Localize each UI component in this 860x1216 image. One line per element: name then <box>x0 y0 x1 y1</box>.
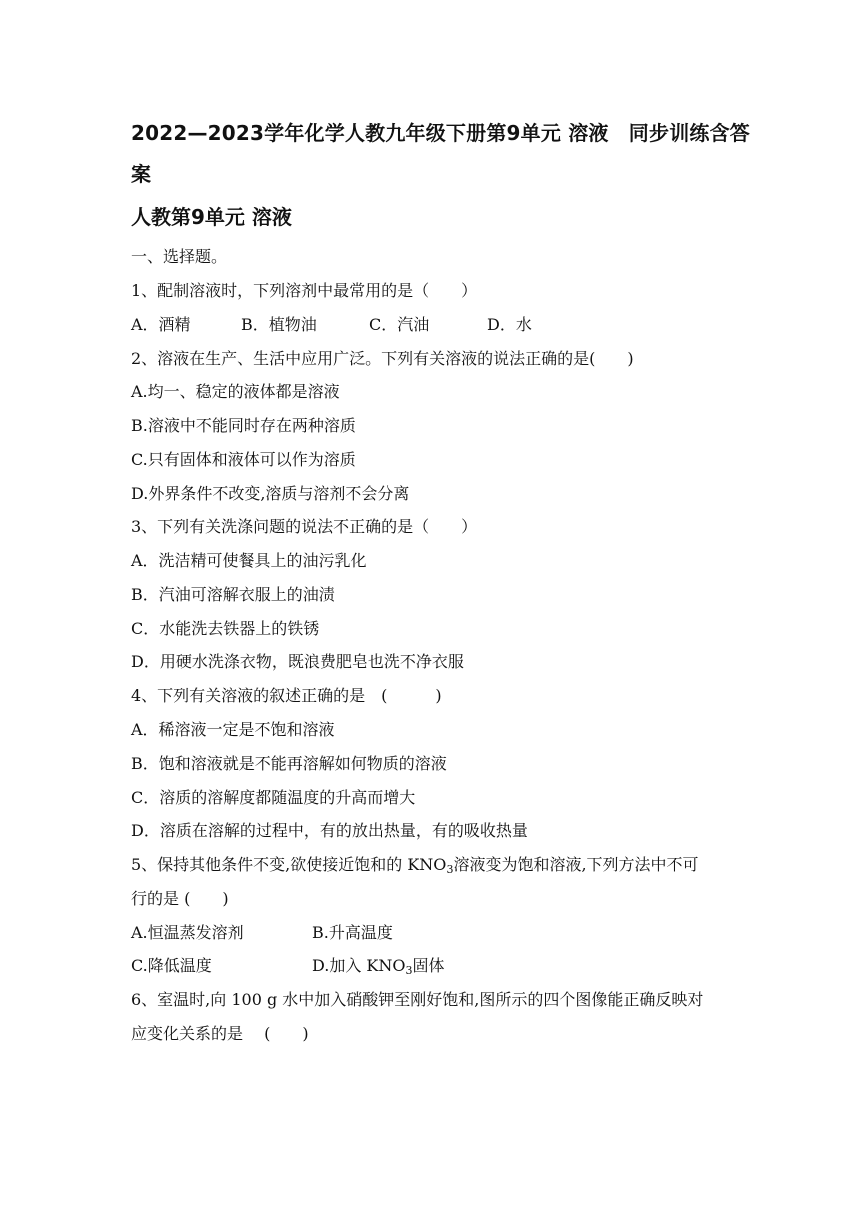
q1-option-b: B．植物油 <box>241 315 317 334</box>
q4-option-b: B．饱和溶液就是不能再溶解如何物质的溶液 <box>131 754 447 773</box>
question-4-stem: 4、下列有关溶液的叙述正确的是 ( ) <box>131 686 442 705</box>
question-2-stem: 2、溶液在生产、生活中应用广泛。下列有关溶液的说法正确的是( ) <box>131 349 634 368</box>
document-title-cont: 案 <box>131 162 152 186</box>
q5-option-d <box>312 955 445 977</box>
q3-option-a: A．洗洁精可使餐具上的油污乳化 <box>131 551 367 570</box>
q2-option-c: C.只有固体和液体可以作为溶质 <box>131 450 356 469</box>
q1-option-a: A．酒精 <box>131 315 191 334</box>
question-3-stem: 3、下列有关洗涤问题的说法不正确的是（ ） <box>131 517 478 536</box>
q5-option-d-part-a: D.加入 KNO <box>312 956 406 975</box>
q3-option-b: B．汽油可溶解衣服上的油渍 <box>131 585 335 604</box>
q2-option-a: A.均一、稳定的液体都是溶液 <box>131 382 340 401</box>
question-5-stem <box>131 854 699 876</box>
unit-heading: 人教第9单元 溶液 <box>131 205 292 229</box>
q5-stem-subscript: 3 <box>446 863 454 876</box>
question-6-stem-cont: 应变化关系的是 ( ) <box>131 1024 309 1043</box>
q5-option-b: B.升高温度 <box>312 923 393 942</box>
q4-option-a: A．稀溶液一定是不饱和溶液 <box>131 720 335 739</box>
q5-stem-part-a: 5、保持其他条件不变,欲使接近饱和的 KNO <box>131 855 447 874</box>
question-5-stem-cont: 行的是 ( ) <box>131 889 229 908</box>
q1-option-d: D．水 <box>487 315 532 334</box>
q5-options-row-1 <box>131 922 393 944</box>
q2-option-b: B.溶液中不能同时存在两种溶质 <box>131 416 356 435</box>
question-1-options <box>131 314 532 336</box>
q5-options-row-2 <box>131 955 445 977</box>
q5-stem-part-b: 溶液变为饱和溶液,下列方法中不可 <box>453 855 699 874</box>
q3-option-d: D．用硬水洗涤衣物，既浪费肥皂也洗不净衣服 <box>131 652 464 671</box>
q2-option-d: D.外界条件不改变,溶质与溶剂不会分离 <box>131 484 410 503</box>
section-heading: 一、选择题。 <box>131 247 228 266</box>
q5-option-d-subscript: 3 <box>405 964 413 977</box>
q4-option-c: C．溶质的溶解度都随温度的升高而增大 <box>131 788 416 807</box>
q5-option-a: A.恒温蒸发溶剂 <box>131 923 244 942</box>
q5-option-d-part-b: 固体 <box>412 956 445 975</box>
q4-option-d: D．溶质在溶解的过程中，有的放出热量，有的吸收热量 <box>131 821 528 840</box>
q1-option-c: C．汽油 <box>369 315 430 334</box>
q5-option-c: C.降低温度 <box>131 956 212 975</box>
question-1-stem: 1、配制溶液时，下列溶剂中最常用的是（ ） <box>131 281 478 300</box>
question-6-stem: 6、室温时,向 100 g 水中加入硝酸钾至刚好饱和,图所示的四个图像能正确反映对 <box>131 990 704 1009</box>
document-title: 2022—2023学年化学人教九年级下册第9单元 溶液 同步训练含答 <box>131 121 751 145</box>
q3-option-c: C．水能洗去铁器上的铁锈 <box>131 619 320 638</box>
